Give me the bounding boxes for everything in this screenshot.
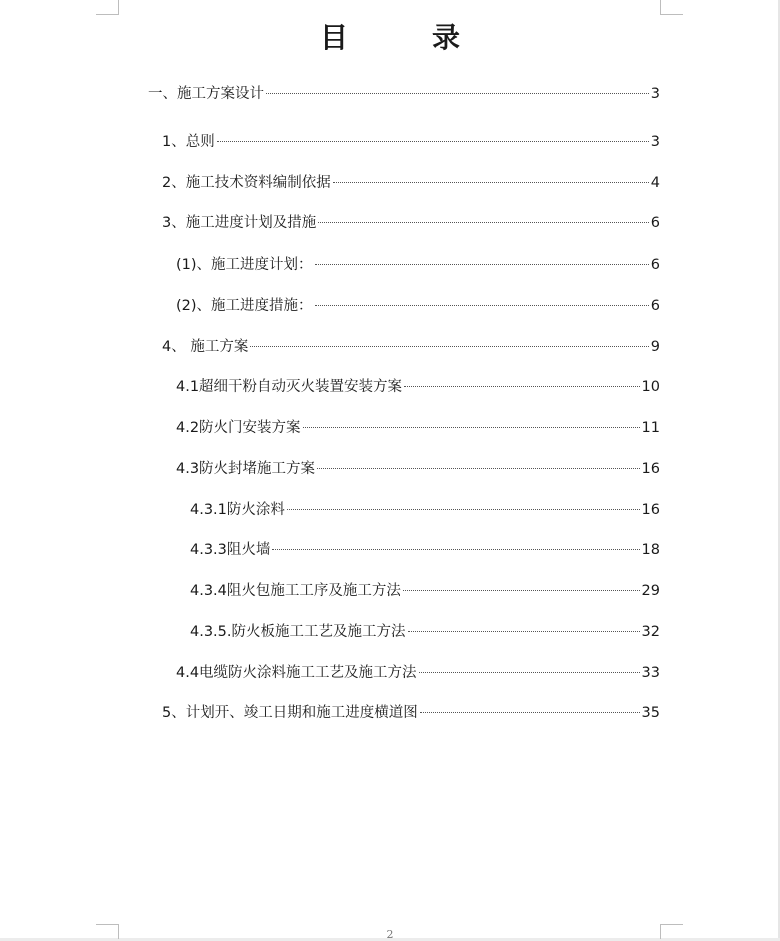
toc-leader-dots [217, 141, 649, 142]
toc-leader-dots [408, 631, 640, 632]
toc-leader-dots [272, 549, 639, 550]
toc-entry[interactable] [176, 458, 660, 480]
toc-entry-page: 29 [641, 583, 660, 599]
toc-leader-dots [420, 712, 640, 713]
toc-entry-page: 16 [641, 502, 660, 518]
toc-entry-text: 4、 施工方案 [162, 339, 249, 355]
toc-leader-dots [419, 672, 640, 673]
toc-entry-text: 4.2防火门安装方案 [176, 420, 301, 436]
toc-entry[interactable] [176, 417, 660, 439]
toc-entry-text: 3、施工进度计划及措施 [162, 215, 317, 231]
toc-entry-text: 1、总则 [162, 134, 215, 150]
toc-entry-page: 10 [641, 379, 660, 395]
toc-entry-page: 35 [641, 705, 660, 721]
toc-entry-page: 18 [641, 542, 660, 558]
toc-entry[interactable] [176, 662, 660, 684]
toc-leader-dots [315, 305, 649, 306]
toc-leader-dots [317, 468, 639, 469]
toc-entry-page: 16 [641, 461, 660, 477]
toc-entry-text: 4.3.5.防火板施工工艺及施工方法 [190, 624, 406, 640]
toc-entry[interactable] [148, 83, 660, 105]
toc-entry-page: 6 [650, 298, 660, 314]
toc-entry-text: 4.3.1防火涂料 [190, 502, 285, 518]
toc-entry[interactable] [190, 499, 660, 521]
toc-entry-text: 4.4电缆防火涂料施工工艺及施工方法 [176, 665, 417, 681]
toc-entry[interactable] [162, 131, 660, 153]
toc-entry-page: 3 [650, 86, 660, 102]
toc-leader-dots [404, 386, 639, 387]
toc-entry-page: 32 [641, 624, 660, 640]
toc-entry-text: (1)、施工进度计划： [176, 257, 313, 273]
toc-entry[interactable] [176, 295, 660, 317]
toc-entry-text: 5、计划开、竣工日期和施工进度横道图 [162, 705, 418, 721]
toc-leader-dots [318, 222, 649, 223]
toc-entry-page: 6 [650, 215, 660, 231]
toc-entry-page: 11 [641, 420, 660, 436]
toc-entry-text: 4.3.3阻火墙 [190, 542, 271, 558]
toc-leader-dots [403, 590, 640, 591]
toc-entry-text: 4.3.4阻火包施工工序及施工方法 [190, 583, 401, 599]
toc-entry-page: 9 [650, 339, 660, 355]
toc-leader-dots [303, 427, 640, 428]
toc-leader-dots [315, 264, 649, 265]
toc-entry-page: 3 [650, 134, 660, 150]
toc-title: 目 录 [319, 21, 488, 54]
toc-entry[interactable] [190, 580, 660, 602]
toc-entry-text: (2)、施工进度措施： [176, 298, 313, 314]
toc-entry-page: 33 [641, 665, 660, 681]
page-number: 2 [386, 928, 394, 941]
toc-entry-text: 一、施工方案设计 [148, 86, 264, 102]
toc-entry[interactable] [162, 336, 660, 358]
toc-leader-dots [333, 182, 649, 183]
toc-entry[interactable] [176, 254, 660, 276]
toc-entry-text: 2、施工技术资料编制依据 [162, 175, 331, 191]
toc-entry-text: 4.1超细干粉自动灭火装置安装方案 [176, 379, 403, 395]
toc-leader-dots [266, 93, 649, 94]
toc-entry[interactable] [190, 621, 660, 643]
toc-entry[interactable] [162, 212, 660, 234]
toc-entry[interactable] [162, 172, 660, 194]
toc-entry-text: 4.3防火封堵施工方案 [176, 461, 316, 477]
toc-leader-dots [287, 509, 640, 510]
toc-entry[interactable] [176, 376, 660, 398]
toc-entry-page: 6 [650, 257, 660, 273]
toc-entry[interactable] [190, 539, 660, 561]
toc-entry[interactable] [162, 702, 660, 724]
toc-entry-page: 4 [650, 175, 660, 191]
toc-leader-dots [250, 346, 648, 347]
